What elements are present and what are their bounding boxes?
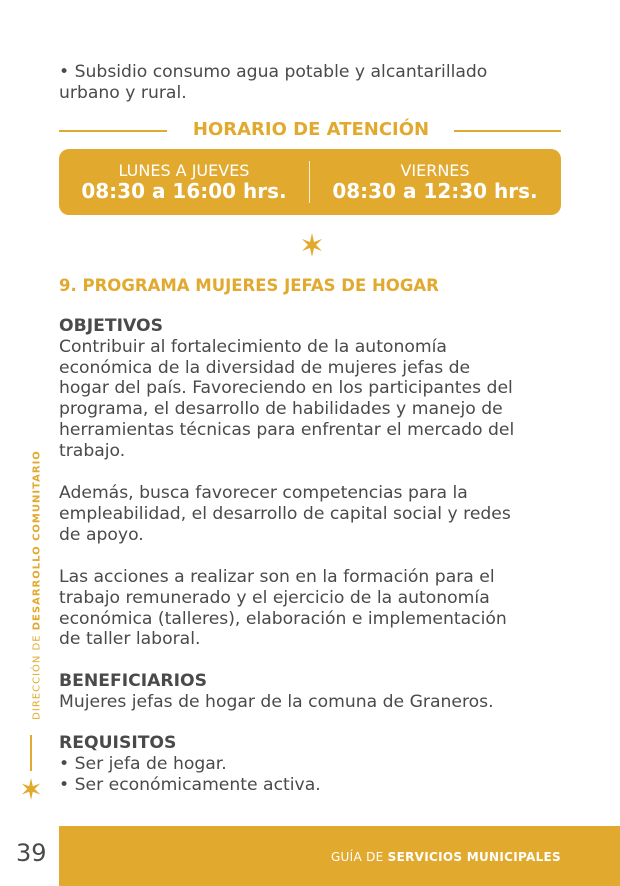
objectives-section (59, 316, 579, 462)
footer-guide-title (331, 850, 561, 864)
schedule-heading: HORARIO DE ATENCIÓN (192, 119, 430, 140)
heading-rule-left (59, 130, 167, 132)
objectives-line: económica de la diversidad de mujeres jefas de (59, 357, 471, 378)
friday-label: VIERNES (400, 161, 470, 180)
weekdays-column (59, 161, 309, 202)
beneficiaries-text: Mujeres jefas de hogar de la comuna de Graneros. (59, 691, 494, 712)
paragraph-actions (59, 567, 579, 650)
heading-rule-right (454, 130, 561, 132)
page-number: 39 (16, 839, 47, 867)
paragraph-competencies (59, 483, 579, 545)
intro-bullet-line: • Subsidio consumo agua potable y alcantarillado (59, 62, 488, 82)
friday-column (310, 161, 560, 202)
star-icon (300, 233, 324, 257)
sidebar-bold: DESARROLLO COMUNITARIO (31, 450, 43, 631)
paragraph-line: Además, busca favorecer competencias para la (59, 483, 468, 503)
program-title: 9. PROGRAMA MUJERES JEFAS DE HOGAR (59, 276, 439, 295)
friday-hours: 08:30 a 12:30 hrs. (332, 179, 538, 203)
weekdays-label: LUNES A JUEVES (118, 161, 250, 180)
schedule-box (59, 149, 561, 215)
requirement-item: • Ser jefa de hogar. (59, 753, 227, 774)
sidebar-department-label (32, 450, 43, 720)
requirements-section (59, 733, 579, 795)
paragraph-line: empleabilidad, el desarrollo de capital social y redes (59, 503, 511, 524)
beneficiaries-section (59, 671, 579, 713)
intro-bullet (59, 62, 579, 104)
intro-bullet-line: urbano y rural. (59, 82, 187, 103)
beneficiaries-heading: BENEFICIARIOS (59, 671, 208, 691)
weekdays-hours: 08:30 a 16:00 hrs. (81, 179, 287, 203)
requirement-item: • Ser económicamente activa. (59, 774, 321, 795)
paragraph-line: de apoyo. (59, 524, 144, 545)
objectives-line: trabajo. (59, 440, 126, 461)
objectives-line: hogar del país. Favoreciendo en los participantes del (59, 378, 513, 399)
sidebar-rule (30, 735, 32, 771)
paragraph-line: Las acciones a realizar son en la formación para el (59, 567, 495, 587)
paragraph-line: trabajo remunerado y el ejercicio de la autonomía (59, 587, 490, 608)
paragraph-line: de taller laboral. (59, 629, 201, 650)
objectives-line: programa, el desarrollo de habilidades y manejo de (59, 399, 503, 420)
footer-bold: SERVICIOS MUNICIPALES (387, 850, 561, 864)
objectives-heading: OBJETIVOS (59, 316, 163, 336)
sidebar-prefix: DIRECCIÓN DE (31, 630, 43, 720)
requirements-heading: REQUISITOS (59, 733, 177, 753)
star-icon (20, 778, 42, 800)
objectives-line: Contribuir al fortalecimiento de la autonomía (59, 336, 447, 357)
footer-prefix: GUÍA DE (330, 850, 388, 864)
objectives-line: herramientas técnicas para enfrentar el mercado del (59, 419, 515, 440)
paragraph-line: económica (talleres), elaboración e implementación (59, 608, 507, 629)
